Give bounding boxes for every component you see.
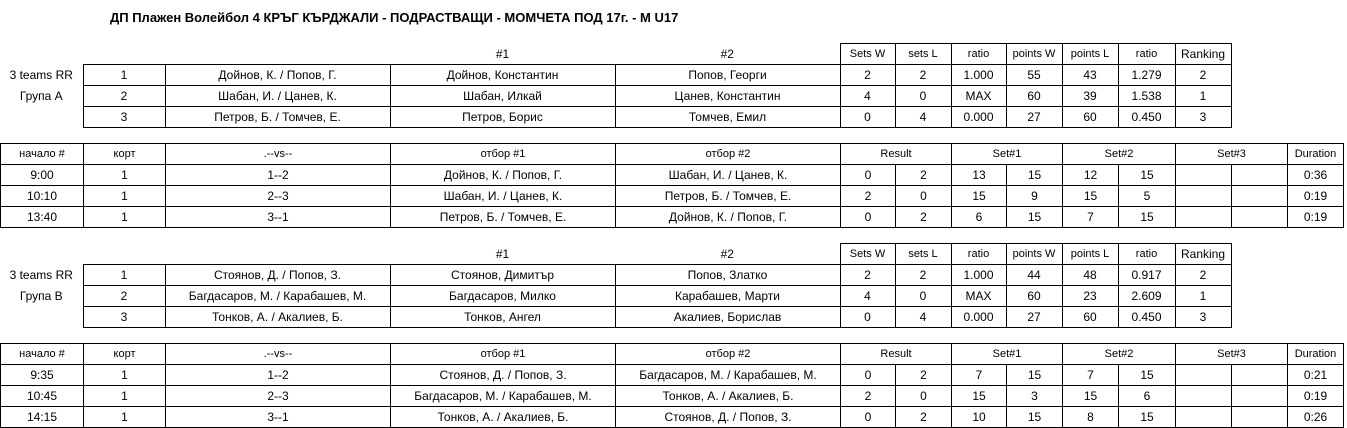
table-row (1, 407, 1344, 428)
header-player2: #2 (720, 46, 734, 61)
header-sets-w: Sets W (840, 44, 895, 65)
match-team1: Тонков, А. / Акалиев, Б. (391, 407, 616, 428)
set1-team2: 15 (1007, 365, 1063, 386)
match-start: 10:45 (1, 386, 84, 407)
header-duration: Duration (1288, 344, 1344, 365)
sets-won: 0 (840, 307, 895, 328)
ranking: 2 (1175, 65, 1231, 86)
header-set3: Set#3 (1176, 144, 1288, 165)
points-lost: 39 (1062, 86, 1118, 107)
result-team1: 0 (841, 165, 896, 186)
header-sets-w: Sets W (840, 244, 895, 265)
group-format: 3 teams RR (9, 268, 73, 282)
sets-won: 2 (840, 265, 895, 286)
header-ranking: Ranking (1175, 244, 1231, 265)
set1-team2: 15 (1007, 165, 1063, 186)
set3-team2 (1232, 365, 1288, 386)
points-ratio: 1.279 (1118, 65, 1175, 86)
points-won: 44 (1006, 265, 1062, 286)
player1-name: Стоянов, Димитър (390, 265, 615, 286)
player2-name: Акалиев, Борислав (615, 307, 840, 328)
match-vs: 3--1 (166, 207, 391, 228)
header-ratio: ratio (951, 244, 1006, 265)
match-court: 1 (84, 365, 166, 386)
player2-name: Карабашев, Марти (615, 286, 840, 307)
matches-table-group-b (0, 343, 1344, 428)
header-set1: Set#1 (952, 344, 1063, 365)
group-format: 3 teams RR (9, 68, 73, 82)
points-won: 27 (1006, 107, 1062, 128)
sets-ratio: 0.000 (951, 107, 1006, 128)
match-team2: Шабан, И. / Цанев, К. (616, 165, 841, 186)
result-team1: 0 (841, 407, 896, 428)
sets-won: 0 (840, 107, 895, 128)
match-team2: Дойнов, К. / Попов, Г. (616, 207, 841, 228)
sets-won: 4 (840, 86, 895, 107)
table-row (0, 86, 1231, 107)
table-row (0, 286, 1231, 307)
match-court: 1 (84, 386, 166, 407)
header-set2: Set#2 (1063, 144, 1176, 165)
header-ratio: ratio (951, 44, 1006, 65)
result-team1: 0 (841, 365, 896, 386)
player1-name: Тонков, Ангел (390, 307, 615, 328)
match-team2: Стоянов, Д. / Попов, З. (616, 407, 841, 428)
set3-team2 (1232, 386, 1288, 407)
player1-name: Петров, Борис (390, 107, 615, 128)
match-start: 9:00 (1, 165, 84, 186)
matches-header-row (1, 344, 1344, 365)
header-sets-l: sets L (895, 44, 951, 65)
header-sets-l: sets L (895, 244, 951, 265)
set3-team1 (1176, 207, 1232, 228)
set3-team2 (1232, 207, 1288, 228)
set3-team1 (1176, 165, 1232, 186)
result-team2: 2 (896, 207, 952, 228)
team-name: Тонков, А. / Акалиев, Б. (165, 307, 390, 328)
sets-won: 2 (840, 65, 895, 86)
match-team1: Шабан, И. / Цанев, К. (391, 186, 616, 207)
set2-team2: 15 (1119, 165, 1176, 186)
points-won: 27 (1006, 307, 1062, 328)
points-lost: 60 (1062, 107, 1118, 128)
header-team2: отбор #2 (616, 144, 841, 165)
table-row (0, 265, 1231, 286)
standings-table-group-b (0, 243, 1232, 328)
player1-name: Багдасаров, Милко (390, 286, 615, 307)
sets-lost: 4 (895, 107, 951, 128)
team-number: 2 (83, 286, 165, 307)
set3-team2 (1232, 186, 1288, 207)
set2-team1: 7 (1063, 207, 1119, 228)
set3-team1 (1176, 186, 1232, 207)
header-vs: .--vs-- (166, 144, 391, 165)
table-row (1, 165, 1344, 186)
match-duration: 0:19 (1288, 386, 1344, 407)
match-team1: Багдасаров, М. / Карабашев, М. (391, 386, 616, 407)
result-team1: 2 (841, 186, 896, 207)
team-number: 3 (83, 307, 165, 328)
match-vs: 1--2 (166, 165, 391, 186)
points-lost: 60 (1062, 307, 1118, 328)
result-team1: 0 (841, 207, 896, 228)
table-row (0, 307, 1231, 328)
match-vs: 2--3 (166, 186, 391, 207)
points-lost: 43 (1062, 65, 1118, 86)
set2-team1: 8 (1063, 407, 1119, 428)
header-start: начало # (1, 144, 84, 165)
set1-team1: 15 (952, 186, 1007, 207)
set3-team1 (1176, 365, 1232, 386)
set2-team2: 15 (1119, 365, 1176, 386)
set3-team1 (1176, 386, 1232, 407)
match-start: 9:35 (1, 365, 84, 386)
group-name: Група А (19, 89, 63, 103)
team-number: 1 (83, 265, 165, 286)
team-name: Петров, Б. / Томчев, Е. (165, 107, 390, 128)
set1-team1: 7 (952, 365, 1007, 386)
sets-lost: 4 (895, 307, 951, 328)
header-points-ratio: ratio (1118, 244, 1175, 265)
result-team2: 0 (896, 186, 952, 207)
points-ratio: 0.450 (1118, 307, 1175, 328)
set2-team1: 15 (1063, 186, 1119, 207)
match-team2: Багдасаров, М. / Карабашев, М. (616, 365, 841, 386)
sets-ratio: MAX (951, 286, 1006, 307)
points-ratio: 0.450 (1118, 107, 1175, 128)
header-points-ratio: ratio (1118, 44, 1175, 65)
header-result: Result (841, 344, 952, 365)
header-player1: #1 (495, 46, 510, 61)
set2-team2: 15 (1119, 407, 1176, 428)
header-ranking: Ranking (1175, 44, 1231, 65)
header-team1: отбор #1 (391, 144, 616, 165)
player2-name: Цанев, Константин (615, 86, 840, 107)
set1-team1: 13 (952, 165, 1007, 186)
team-name: Стоянов, Д. / Попов, З. (165, 265, 390, 286)
set1-team1: 15 (952, 386, 1007, 407)
points-won: 60 (1006, 86, 1062, 107)
points-ratio: 1.538 (1118, 86, 1175, 107)
team-name: Дойнов, К. / Попов, Г. (165, 65, 390, 86)
match-team1: Петров, Б. / Томчев, Е. (391, 207, 616, 228)
result-team2: 2 (896, 407, 952, 428)
points-lost: 48 (1062, 265, 1118, 286)
match-duration: 0:36 (1288, 165, 1344, 186)
team-number: 1 (83, 65, 165, 86)
match-court: 1 (84, 186, 166, 207)
match-court: 1 (84, 165, 166, 186)
result-team2: 2 (896, 165, 952, 186)
header-vs: .--vs-- (166, 344, 391, 365)
set1-team2: 9 (1007, 186, 1063, 207)
table-row (1, 386, 1344, 407)
ranking: 1 (1175, 86, 1231, 107)
header-team1: отбор #1 (391, 344, 616, 365)
ranking: 3 (1175, 307, 1231, 328)
match-duration: 0:19 (1288, 186, 1344, 207)
header-court: корт (84, 344, 166, 365)
standings-table-group-a (0, 43, 1232, 128)
points-won: 60 (1006, 286, 1062, 307)
player2-name: Попов, Георги (615, 65, 840, 86)
header-points-w: points W (1006, 44, 1062, 65)
header-start: начало # (1, 344, 84, 365)
points-ratio: 2.609 (1118, 286, 1175, 307)
match-team2: Тонков, А. / Акалиев, Б. (616, 386, 841, 407)
header-duration: Duration (1288, 144, 1344, 165)
header-points-w: points W (1006, 244, 1062, 265)
points-lost: 23 (1062, 286, 1118, 307)
set1-team2: 3 (1007, 386, 1063, 407)
matches-header-row (1, 144, 1344, 165)
set2-team1: 12 (1063, 165, 1119, 186)
team-number: 2 (83, 86, 165, 107)
header-points-l: points L (1062, 44, 1118, 65)
table-row (1, 365, 1344, 386)
header-player2: #2 (720, 246, 734, 261)
matches-table-group-a (0, 143, 1344, 228)
points-won: 55 (1006, 65, 1062, 86)
set2-team2: 5 (1119, 186, 1176, 207)
set1-team2: 15 (1007, 407, 1063, 428)
sets-lost: 2 (895, 65, 951, 86)
result-team2: 2 (896, 365, 952, 386)
sets-ratio: 1.000 (951, 265, 1006, 286)
header-player1: #1 (495, 246, 510, 261)
match-team2: Петров, Б. / Томчев, Е. (616, 186, 841, 207)
header-set2: Set#2 (1063, 344, 1176, 365)
match-start: 14:15 (1, 407, 84, 428)
team-name: Багдасаров, М. / Карабашев, М. (165, 286, 390, 307)
ranking: 2 (1175, 265, 1231, 286)
header-court: корт (84, 144, 166, 165)
match-duration: 0:21 (1288, 365, 1344, 386)
match-start: 13:40 (1, 207, 84, 228)
match-court: 1 (84, 407, 166, 428)
match-vs: 3--1 (166, 407, 391, 428)
page-title: ДП Плажен Волейбол 4 КРЪГ КЪРДЖАЛИ - ПОДРАСТВАЩИ - МОМЧЕТА ПОД 17г. - М U17 (110, 10, 679, 25)
standings-header-row (0, 44, 1231, 65)
sets-ratio: 0.000 (951, 307, 1006, 328)
sets-lost: 0 (895, 286, 951, 307)
group-name: Група B (19, 289, 63, 303)
set1-team1: 10 (952, 407, 1007, 428)
match-court: 1 (84, 207, 166, 228)
match-duration: 0:19 (1288, 207, 1344, 228)
set3-team2 (1232, 165, 1288, 186)
standings-header-row (0, 244, 1231, 265)
table-row (1, 207, 1344, 228)
player1-name: Дойнов, Константин (390, 65, 615, 86)
match-duration: 0:26 (1288, 407, 1344, 428)
set2-team1: 7 (1063, 365, 1119, 386)
set2-team1: 15 (1063, 386, 1119, 407)
team-name: Шабан, И. / Цанев, К. (165, 86, 390, 107)
ranking: 3 (1175, 107, 1231, 128)
set2-team2: 15 (1119, 207, 1176, 228)
sets-ratio: 1.000 (951, 65, 1006, 86)
match-team1: Дойнов, К. / Попов, Г. (391, 165, 616, 186)
result-team2: 0 (896, 386, 952, 407)
player1-name: Шабан, Илкай (390, 86, 615, 107)
set1-team2: 15 (1007, 207, 1063, 228)
match-vs: 2--3 (166, 386, 391, 407)
match-start: 10:10 (1, 186, 84, 207)
header-result: Result (841, 144, 952, 165)
ranking: 1 (1175, 286, 1231, 307)
set1-team1: 6 (952, 207, 1007, 228)
set3-team2 (1232, 407, 1288, 428)
match-vs: 1--2 (166, 365, 391, 386)
table-row (0, 107, 1231, 128)
result-team1: 2 (841, 386, 896, 407)
sets-lost: 2 (895, 265, 951, 286)
sets-won: 4 (840, 286, 895, 307)
table-row (1, 186, 1344, 207)
table-row (0, 65, 1231, 86)
header-team2: отбор #2 (616, 344, 841, 365)
player2-name: Попов, Златко (615, 265, 840, 286)
sets-lost: 0 (895, 86, 951, 107)
player2-name: Томчев, Емил (615, 107, 840, 128)
set3-team1 (1176, 407, 1232, 428)
header-set1: Set#1 (952, 144, 1063, 165)
header-set3: Set#3 (1176, 344, 1288, 365)
team-number: 3 (83, 107, 165, 128)
header-points-l: points L (1062, 244, 1118, 265)
points-ratio: 0.917 (1118, 265, 1175, 286)
sets-ratio: MAX (951, 86, 1006, 107)
match-team1: Стоянов, Д. / Попов, З. (391, 365, 616, 386)
set2-team2: 6 (1119, 386, 1176, 407)
